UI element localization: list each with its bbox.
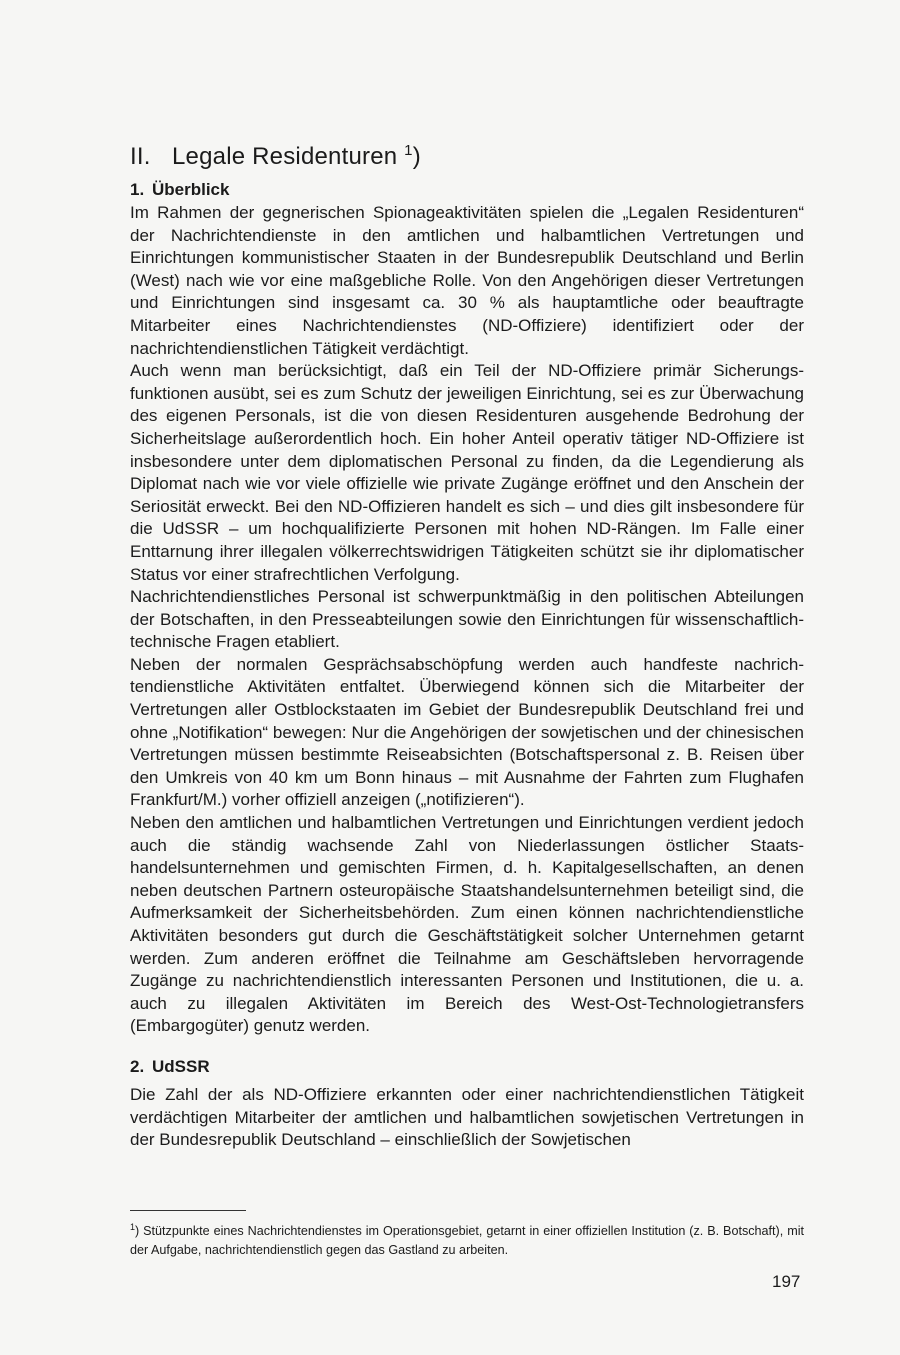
section-title: UdSSR [152,1056,210,1076]
paragraph: Auch wenn man berücksichtigt, daß ein Teil der ND-Offiziere primär Sicherungsfunktionen ausübt, sei es zum Schutz der jeweiligen Einrichtung, sei es zur Überwachung des eigenen Personals, ist die von diesen Residenturen ausgehende Bedrohung der Sicherheitslage außerordentlich hoch. Ein hoher Anteil operativ tätiger ND-Offiziere ist insbesondere unter dem diplomatischen Personal zu finden, da die Legendierung als Diplomat nach wie vor viele offizielle wie private Zugänge eröffnet und den Anschein der Seriosität erweckt. Bei den ND-Offizieren handelt es sich – und dies gilt insbesondere für die UdSSR – um hochqualifizierte Personen mit hohen ND-Rängen. Im Falle einer Enttarnung ihrer illegalen völkerrechtswidrigen Tätigkeiten schützt sie ihr diplomatischer Status vor einer strafrechtlichen Verfolgung. [130,361,804,584]
section-title: Überblick [152,180,230,199]
page-body [130,142,804,1152]
footnote-reference[interactable]: 1 [404,142,413,159]
paragraph: Die Zahl der als ND-Offiziere erkannten oder einer nachrichtendienstlichen Tätigkeit verdächtigen Mitarbeiter der amtlichen und halbamtlichen sowjetischen Vertretungen in der Bundesrepublik Deutschland – einschließlich der Sowjetischen [130,1084,804,1150]
footnote-mark: 1 [130,1222,136,1232]
footnote-divider [130,1210,246,1211]
paragraph: Neben der normalen Gesprächsabschöpfung werden auch handfeste nachrichtendienstliche Aktivitäten entfaltet. Überwiegend können sich die Mitarbeiter der Vertretungen aller Ostblockstaaten im Gebiet der Bundesrepublik Deutschland frei und ohne „Notifikation“ bewegen: Nur die Angehörigen der sowjetischen und der chinesischen Vertretungen müssen bestimmte Reiseabsichten (Botschaftspersonal z. B. Reisen über den Umkreis von 40 km um Bonn hinaus – mit Ausnahme der Fahrten zum Flughafen Frankfurt/M.) vorher offiziell anzeigen („notifizieren“). [130,654,804,810]
section-heading-overview [130,179,804,201]
paragraph: Neben den amtlichen und halbamtlichen Vertretungen und Einrichtungen verdient jedoch auch die ständig wachsende Zahl von Niederlassungen östlicher Staatshandelsunternehmen und gemischten Firmen, d. h. Kapitalgesellschaften, an denen neben deutschen Partnern osteuropäische Staatshandelsunternehmen beteiligt sind, die Aufmerksamkeit der Sicherheitsbehörden. Zum einen können nachrichtendienstliche Aktivitäten besonders gut durch die Geschäftstätigkeit solcher Unternehmen getarnt werden. Zum anderen eröffnet die Teilnahme am Geschäftsleben hervorragende Zugänge zu nachrichtendienstlich interessanten Personen und Institutionen, die u. a. auch zu illegalen Aktivitäten im Bereich des West-Ost-Technologietransfers (Embargogüter) genutz werden. [130,813,804,1036]
footnote-text: ) Stützpunkte eines Nachrichtendienstes im Operationsgebiet, getarnt in einer offiziellen Institution (z. B. Botschaft), mit der Aufgabe, nachrichtendienstlich gegen das Gastland zu arbeiten. [130,1224,804,1257]
chapter-heading [130,142,804,171]
page-number: 197 [772,1272,801,1291]
chapter-title-suffix: ) [412,143,421,170]
section-number: 2. [130,1056,145,1076]
section-heading-udssr [130,1056,804,1078]
chapter-title: Legale Residenturen [172,143,398,170]
paragraph: Nachrichtendienstliches Personal ist schwerpunktmäßig in den politischen Abteilungen der Botschaften, in den Presseabteilungen sowie den Einrichtungen für wissenschaftlich-technische Fragen etabliert. [130,587,804,652]
footnote [130,1218,804,1260]
paragraph: Im Rahmen der gegnerischen Spionageaktivitäten spielen die „Legalen Residenturen“ der Nachrichtendienste in den amtlichen und halbamtlichen Vertretungen und Einrichtungen kommunistischer Staaten in der Bundesrepublik Deutschland und Berlin (West) nach wie vor eine maßgebliche Rolle. Von den Angehörigen dieser Vertretungen und Einrichtungen sind insgesamt ca. 30 % als hauptamtliche oder beauftragte Mitarbeiter eines Nachrichtendienstes (ND-Offiziere) identifiziert oder der nachrichtendienstlichen Tätigkeit verdächtigt. [130,203,804,358]
chapter-number: II. [130,143,151,170]
section-number: 1. [130,180,145,199]
